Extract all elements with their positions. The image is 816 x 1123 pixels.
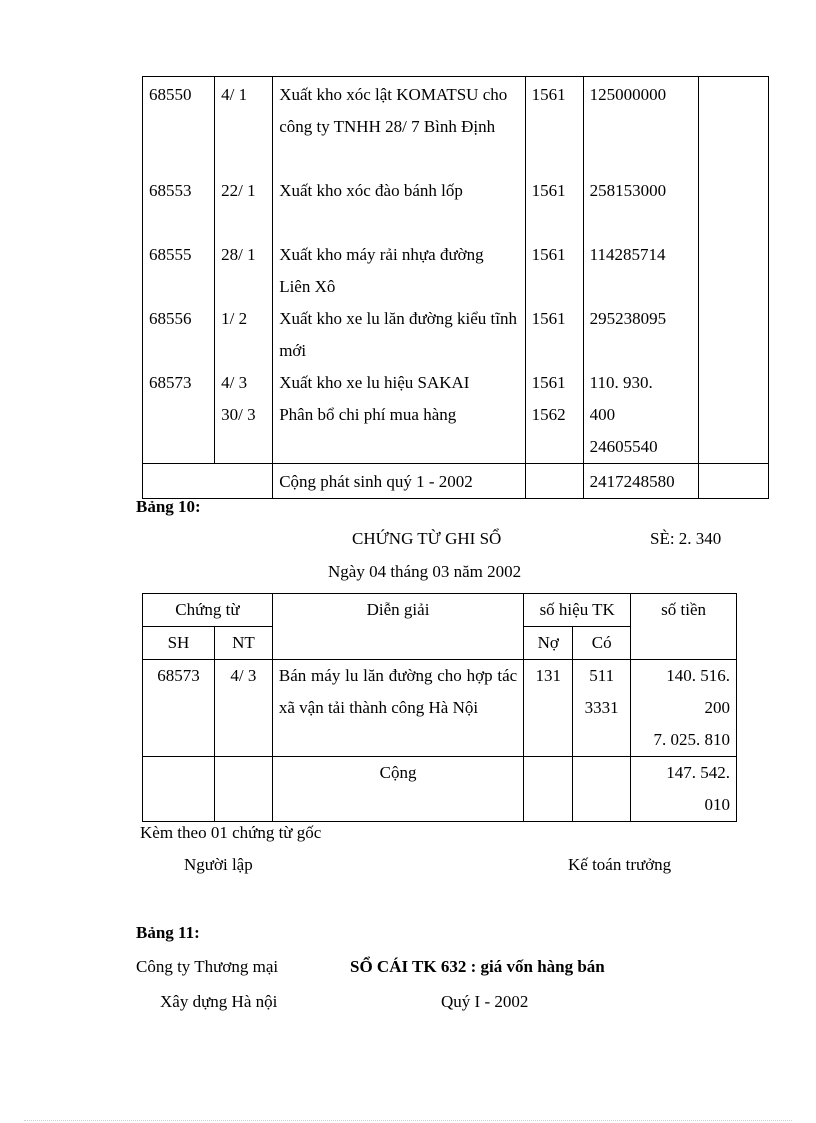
row-date: 1/ 2: [221, 309, 248, 328]
row-voucher-number: 68573: [143, 660, 215, 757]
row-date: 30/ 3: [221, 405, 256, 424]
row-voucher-number: 68553: [149, 181, 192, 200]
prepared-by: Người lập: [184, 855, 253, 874]
ledger-period: Quý I - 2002: [441, 992, 529, 1011]
company-name-line2: Xây dựng Hà nội: [160, 992, 278, 1011]
row-voucher-number: 68550: [149, 85, 192, 104]
row-debit: 131: [524, 660, 573, 757]
bang10-label: Bảng 10:: [136, 497, 201, 516]
row-amount: 200: [704, 698, 730, 717]
row-amount: 24605540: [589, 437, 658, 456]
total-row: [143, 464, 769, 499]
company-name: Công ty Thương mại: [136, 957, 279, 976]
row-voucher-number: 68573: [149, 373, 192, 392]
total-row: [143, 757, 737, 822]
row-description: Xuất kho xe lu hiệu SAKAI: [279, 373, 470, 392]
header-account-number: số hiệu TK: [524, 594, 631, 627]
voucher-title: CHỨNG TỪ GHI SỔ: [352, 529, 502, 548]
voucher-date: Ngày 04 tháng 03 năm 2002: [328, 562, 522, 581]
row-description: Xuất kho xóc đào bánh lốp: [279, 181, 463, 200]
row-amount: 110. 930.: [589, 373, 653, 392]
row-voucher-number: 68555: [149, 245, 192, 264]
row-voucher-number: 68556: [149, 309, 192, 328]
row-description: Phân bổ chi phí mua hàng: [279, 405, 457, 424]
header-description: Diễn giải: [272, 594, 523, 660]
row-description: Xuất kho xe lu lăn đường kiểu tĩnh mới: [279, 309, 517, 360]
row-description: Bán máy lu lăn đường cho hợp tác xã vận tải thành công Hà Nội: [272, 660, 523, 757]
row-amount: 295238095: [589, 309, 667, 328]
row-description: Xuất kho xóc lật KOMATSU cho công ty TNHH 28/ 7 Bình Định: [279, 85, 508, 136]
row-date: 28/ 1: [221, 245, 256, 264]
row-amount: 140. 516.: [666, 666, 730, 685]
row-date: 4/ 3: [221, 373, 248, 392]
chief-accountant: Kế toán trưởng: [568, 855, 672, 874]
table-row: [143, 77, 769, 464]
total-amount: 2417248580: [583, 464, 698, 499]
row-amount: 258153000: [589, 181, 667, 200]
header-amount: số tiền: [631, 594, 737, 660]
row-date: 22/ 1: [221, 181, 256, 200]
total-label: Cộng: [272, 757, 523, 822]
header-credit: Có: [573, 627, 631, 660]
voucher-table: [142, 593, 737, 822]
row-amount: 7. 025. 810: [653, 730, 730, 749]
voucher-number: SÈ: 2. 340: [650, 529, 722, 548]
row-credit: 511: [589, 666, 615, 685]
table-row: [143, 660, 737, 757]
row-account: 1561: [531, 85, 566, 104]
row-account: 1561: [531, 245, 566, 264]
header-voucher: Chứng từ: [143, 594, 273, 627]
total-label: Cộng phát sinh quý 1 - 2002: [273, 464, 525, 499]
header-debit: Nợ: [524, 627, 573, 660]
row-amount: 125000000: [589, 85, 667, 104]
attached-documents: Kèm theo 01 chứng từ gốc: [140, 823, 322, 842]
row-description: Xuất kho máy rải nhựa đường Liên Xô: [279, 245, 484, 296]
row-date: 4/ 1: [221, 85, 248, 104]
page-divider: [24, 1120, 792, 1121]
total-amount: 010: [704, 795, 730, 814]
row-account: 1561: [531, 181, 566, 200]
header-nt: NT: [214, 627, 272, 660]
sales-ledger-table: [142, 76, 769, 499]
row-amount: 114285714: [589, 245, 666, 264]
ledger-title: SỔ CÁI TK 632 : giá vốn hàng bán: [350, 957, 605, 976]
row-account: 1561: [531, 309, 566, 328]
header-sh: SH: [143, 627, 215, 660]
total-amount: 147. 542.: [666, 763, 730, 782]
row-account: 1562: [531, 405, 566, 424]
bang11-label: Bảng 11:: [136, 923, 200, 942]
row-date: 4/ 3: [214, 660, 272, 757]
row-account: 1561: [531, 373, 566, 392]
row-credit: 3331: [584, 698, 619, 717]
row-amount: 400: [589, 405, 616, 424]
